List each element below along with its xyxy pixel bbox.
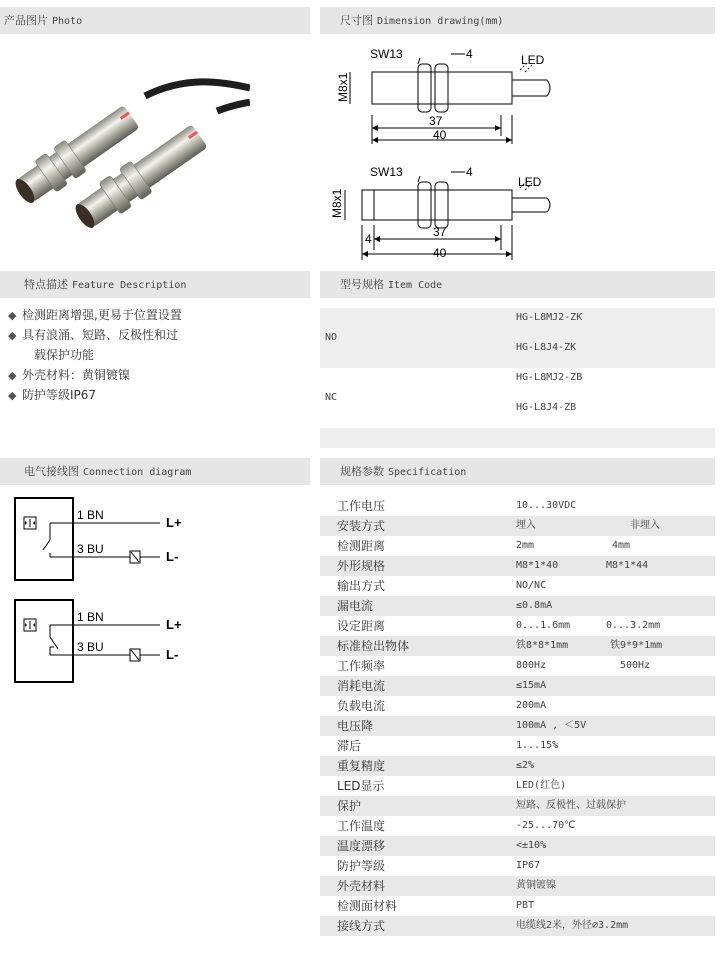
- diamond-bullet-icon: ◆: [8, 369, 17, 382]
- cable-left: [217, 102, 250, 111]
- dim2-protrude-label: 4: [365, 232, 372, 246]
- wiring-diagram-nc: [15, 600, 182, 682]
- spec-table: [320, 496, 715, 936]
- spec-value: 埋入: [516, 520, 536, 531]
- item-code-nc-label: NC: [325, 392, 338, 403]
- spec-value: -25...70℃: [516, 820, 576, 831]
- spec-value-2: M8*1*44: [606, 560, 649, 571]
- spec-key: 检测距离: [337, 539, 386, 553]
- spec-value: 100mA , ＜5V: [516, 720, 587, 731]
- dimension-header: [320, 7, 715, 34]
- connection-header: [0, 458, 310, 485]
- spec-row: [320, 896, 715, 916]
- diamond-bullet-icon: ◆: [8, 329, 17, 342]
- item-code-value: HG-L8MJ2-ZK: [516, 312, 583, 323]
- spec-key: 工作电压: [337, 499, 386, 513]
- diamond-bullet-icon: ◆: [8, 309, 17, 322]
- spec-row: [320, 856, 715, 876]
- spec-key: 工作温度: [337, 819, 386, 833]
- spec-key: 安装方式: [337, 519, 386, 533]
- spec-row: [320, 656, 715, 676]
- dim2-thread-label: M8x1: [330, 188, 344, 218]
- feature-item: ◆ 具有浪涌、短路、反极性和过: [8, 325, 182, 345]
- spec-row: [320, 676, 715, 696]
- wiring-diagrams: [10, 495, 210, 695]
- spec-key: 工作频率: [337, 659, 386, 673]
- spec-value: 短路、反极性、过载保护: [516, 800, 626, 811]
- dim-body-length: 37: [429, 114, 443, 128]
- item-code-header: [320, 271, 715, 298]
- feature-item: ◆ 外壳材料：黄铜镀镍: [8, 365, 182, 385]
- feature-item: ◆ 防护等级IP67: [8, 385, 182, 405]
- terminal-minus-label: L-: [166, 549, 179, 564]
- dim-nut-label: 4: [466, 47, 473, 61]
- spec-value-2: 500Hz: [620, 660, 651, 671]
- spec-value: 200mA: [516, 700, 547, 711]
- connection-header-cn: 电气接线图: [24, 465, 79, 478]
- dim-thread-label: M8x1: [336, 72, 350, 102]
- spec-row: [320, 756, 715, 776]
- product-photo: [5, 36, 250, 271]
- photo-header: [0, 7, 310, 34]
- spec-value: 0...1.6mm: [516, 620, 571, 631]
- spec-value-2: 0...3.2mm: [606, 620, 661, 631]
- item-code-no-label: NO: [325, 332, 338, 343]
- spec-key: 检测面材料: [337, 899, 398, 913]
- spec-value: IP67: [516, 860, 541, 871]
- terminal-plus-label: L+: [166, 515, 182, 530]
- spec-key: 标准检出物体: [337, 639, 410, 653]
- spec-value: M8*1*40: [516, 560, 559, 571]
- spec-key: 外形规格: [337, 559, 386, 573]
- wiring-diagram-no: [15, 498, 182, 580]
- item-code-value: HG-L8MJ2-ZB: [516, 372, 583, 383]
- spec-value: <±10%: [516, 840, 547, 851]
- spec-row: [320, 796, 715, 816]
- spec-value-2: 4mm: [612, 540, 631, 551]
- dim2-total-length: 40: [433, 246, 447, 260]
- spec-row: [320, 696, 715, 716]
- specification-header-cn: 规格参数: [340, 465, 384, 478]
- spec-value: 800Hz: [516, 660, 547, 671]
- spec-row: [320, 916, 715, 936]
- dim-sw-label: SW13: [370, 47, 403, 61]
- wire-bn-label: 1 BN: [77, 508, 104, 522]
- spec-row: [320, 536, 715, 556]
- dim2-led-label: LED: [518, 175, 542, 189]
- dim-total-length: 40: [433, 128, 447, 142]
- spec-value-2: 铁9*9*1mm: [610, 640, 663, 651]
- spec-key: 设定距离: [337, 619, 386, 633]
- dim2-sw-label: SW13: [370, 165, 403, 179]
- spec-key: 滞后: [337, 739, 362, 753]
- spec-value: 10...30VDC: [516, 500, 577, 511]
- cable-right: [145, 82, 250, 96]
- feature-item-cont: 载保护功能: [34, 348, 95, 362]
- spec-row: [320, 716, 715, 736]
- wire-bu-label: 3 BU: [77, 542, 104, 556]
- spec-row: [320, 816, 715, 836]
- dimension-drawing-embedded: [325, 40, 555, 150]
- item-code-value: HG-L8J4-ZB: [516, 402, 577, 413]
- dimension-drawing-flush: [325, 160, 555, 265]
- specification-header: [320, 458, 715, 485]
- spec-value: 1...15%: [516, 740, 559, 751]
- feature-header-en: Feature Description: [72, 280, 187, 291]
- dimension-header-en: Dimension drawing(mm): [377, 16, 504, 27]
- spec-key: 输出方式: [337, 579, 386, 593]
- spec-row: [320, 736, 715, 756]
- wire-bn-label: 1 BN: [77, 610, 104, 624]
- item-code-footer-block: [320, 428, 715, 448]
- spec-row: [320, 556, 715, 576]
- feature-item: ◆ 检测距离增强,更易于位置设置: [8, 305, 182, 325]
- spec-value: NO/NC: [516, 580, 547, 591]
- spec-value: ≤15mA: [516, 680, 547, 691]
- spec-key: 保护: [337, 799, 362, 813]
- spec-row: [320, 576, 715, 596]
- terminal-plus-label: L+: [166, 617, 182, 632]
- spec-key: 防护等级: [337, 859, 386, 873]
- dim2-nut-label: 4: [466, 165, 473, 179]
- spec-value: 黄铜镀镍: [516, 880, 556, 891]
- spec-key: 负载电流: [337, 699, 386, 713]
- spec-key: 电压降: [337, 719, 374, 733]
- spec-row: [320, 636, 715, 656]
- spec-row: [320, 776, 715, 796]
- dimension-header-cn: 尺寸图: [340, 14, 373, 27]
- spec-row: [320, 516, 715, 536]
- spec-key: 外壳材料: [337, 879, 386, 893]
- spec-value: 2mm: [516, 540, 535, 551]
- diamond-bullet-icon: ◆: [8, 389, 17, 402]
- spec-value: 铁8*8*1mm: [516, 640, 569, 651]
- photo-header-cn: 产品图片: [4, 14, 48, 27]
- item-code-header-en: Item Code: [388, 280, 443, 291]
- specification-header-en: Specification: [388, 467, 467, 478]
- spec-value: PBT: [516, 900, 535, 911]
- spec-key: 漏电流: [337, 599, 374, 613]
- photo-header-en: Photo: [52, 16, 83, 27]
- spec-key: 重复精度: [337, 759, 386, 773]
- dim2-body-length: 37: [433, 225, 447, 239]
- wire-bu-label: 3 BU: [77, 640, 104, 654]
- spec-row: [320, 876, 715, 896]
- spec-value-2: 非埋入: [630, 520, 660, 531]
- spec-row: [320, 616, 715, 636]
- feature-header: [0, 271, 310, 298]
- spec-value: ≤0.8mA: [516, 600, 553, 611]
- feature-list: [8, 305, 182, 405]
- spec-value: ≤2%: [516, 760, 535, 771]
- feature-header-cn: 特点描述: [24, 278, 68, 291]
- spec-row: [320, 496, 715, 516]
- item-code-value: HG-L8J4-ZK: [516, 342, 577, 353]
- terminal-minus-label: L-: [166, 647, 179, 662]
- spec-key: LED显示: [337, 779, 385, 793]
- item-code-header-cn: 型号规格: [340, 278, 384, 291]
- spec-key: 接线方式: [337, 919, 386, 933]
- spec-row: [320, 836, 715, 856]
- dim-led-label: LED: [521, 53, 545, 67]
- spec-key: 温度漂移: [337, 839, 386, 853]
- spec-row: [320, 596, 715, 616]
- connection-header-en: Connection diagram: [83, 467, 192, 478]
- spec-value: 电缆线2米，外径∅3.2mm: [516, 920, 629, 931]
- spec-value: LED(红色): [516, 780, 567, 791]
- spec-key: 消耗电流: [337, 679, 386, 693]
